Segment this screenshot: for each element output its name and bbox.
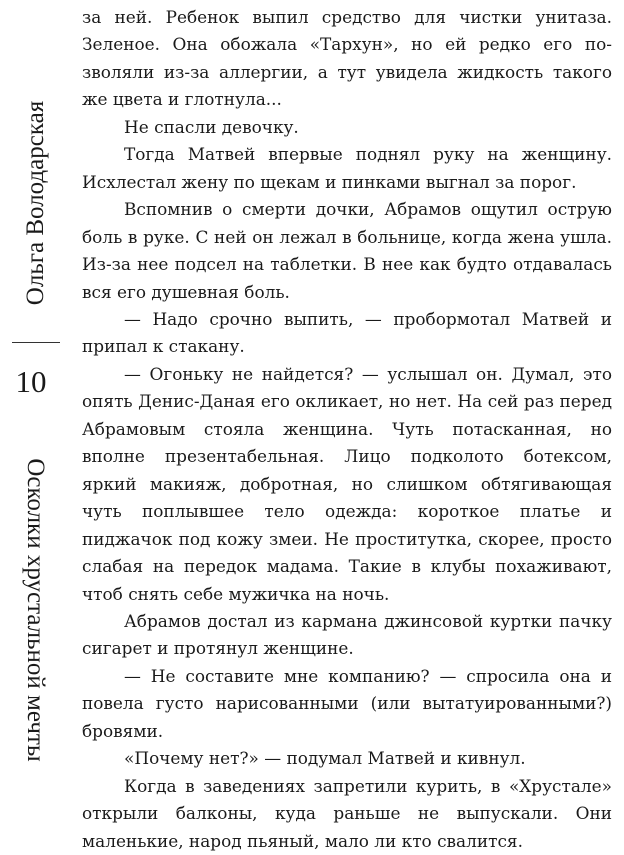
paragraph: Не спасли девочку. (124, 116, 299, 137)
paragraph: Абрамов достал из кармана джинсовой куртки пачку сигарет и протянул женщине. (82, 610, 612, 659)
paragraph: Тогда Матвей впервые поднял руку на женщину. Исхлестал жену по щекам и пинками выгнал за порог. (82, 144, 612, 192)
paragraph: «Почему нет?» — подумал Матвей и кивнул. (124, 748, 526, 769)
body-text (82, 4, 612, 855)
page-sidebar (0, 0, 62, 853)
paragraph: — Надо срочно выпить, — пробормотал Матвей и припал к стакану. (82, 308, 612, 357)
sidebar-divider (12, 342, 60, 343)
paragraph: Когда в заведениях запретили курить, в «Хрустале» открыли балконы, куда раньше не выпускали. Они маленькие, народ пьяный, мало ли кто свалится. (82, 775, 612, 851)
paragraph: — Огоньку не найдется? — услышал он. Думал, это опять Денис-Даная его окликает, но нет. На сей раз перед Абрамовым стояла женщина. Чуть потасканная, но вполне презентабельная. Лицо подколото ботексом, яркий макияж, добротная, но слишком обтягивающая чуть поплывшее тело одежда: короткое платье и пиджачок под кожу змеи. Не проститутка, скорее, просто слабая на передок мадама. Такие в клубы похаживают, чтоб снять себе мужичка на ночь. (82, 363, 612, 604)
page-number: 10 (15, 364, 47, 399)
book-title: Осколки хрустальной мечты (22, 458, 49, 762)
author-name: Ольга Володарская (22, 100, 49, 306)
paragraph: Вспомнив о смерти дочки, Абрамов ощутил острую боль в руке. С ней он лежал в больнице, когда жена ушла. Из-за нее подсел на таблетки. В нее как будто отдавалась вся его душевная боль. (82, 199, 612, 302)
paragraph: — Не составите мне компанию? — спросила она и повела густо нарисованными (или вытатуированными?) бровями. (82, 665, 612, 741)
paragraph: за ней. Ребенок выпил средство для чистки унитаза. Зеленое. Она обожала «Тархун», но ей редко его позволяли из-за аллергии, а тут увидела жидкость такого же цвета и глотнула... (82, 7, 612, 110)
